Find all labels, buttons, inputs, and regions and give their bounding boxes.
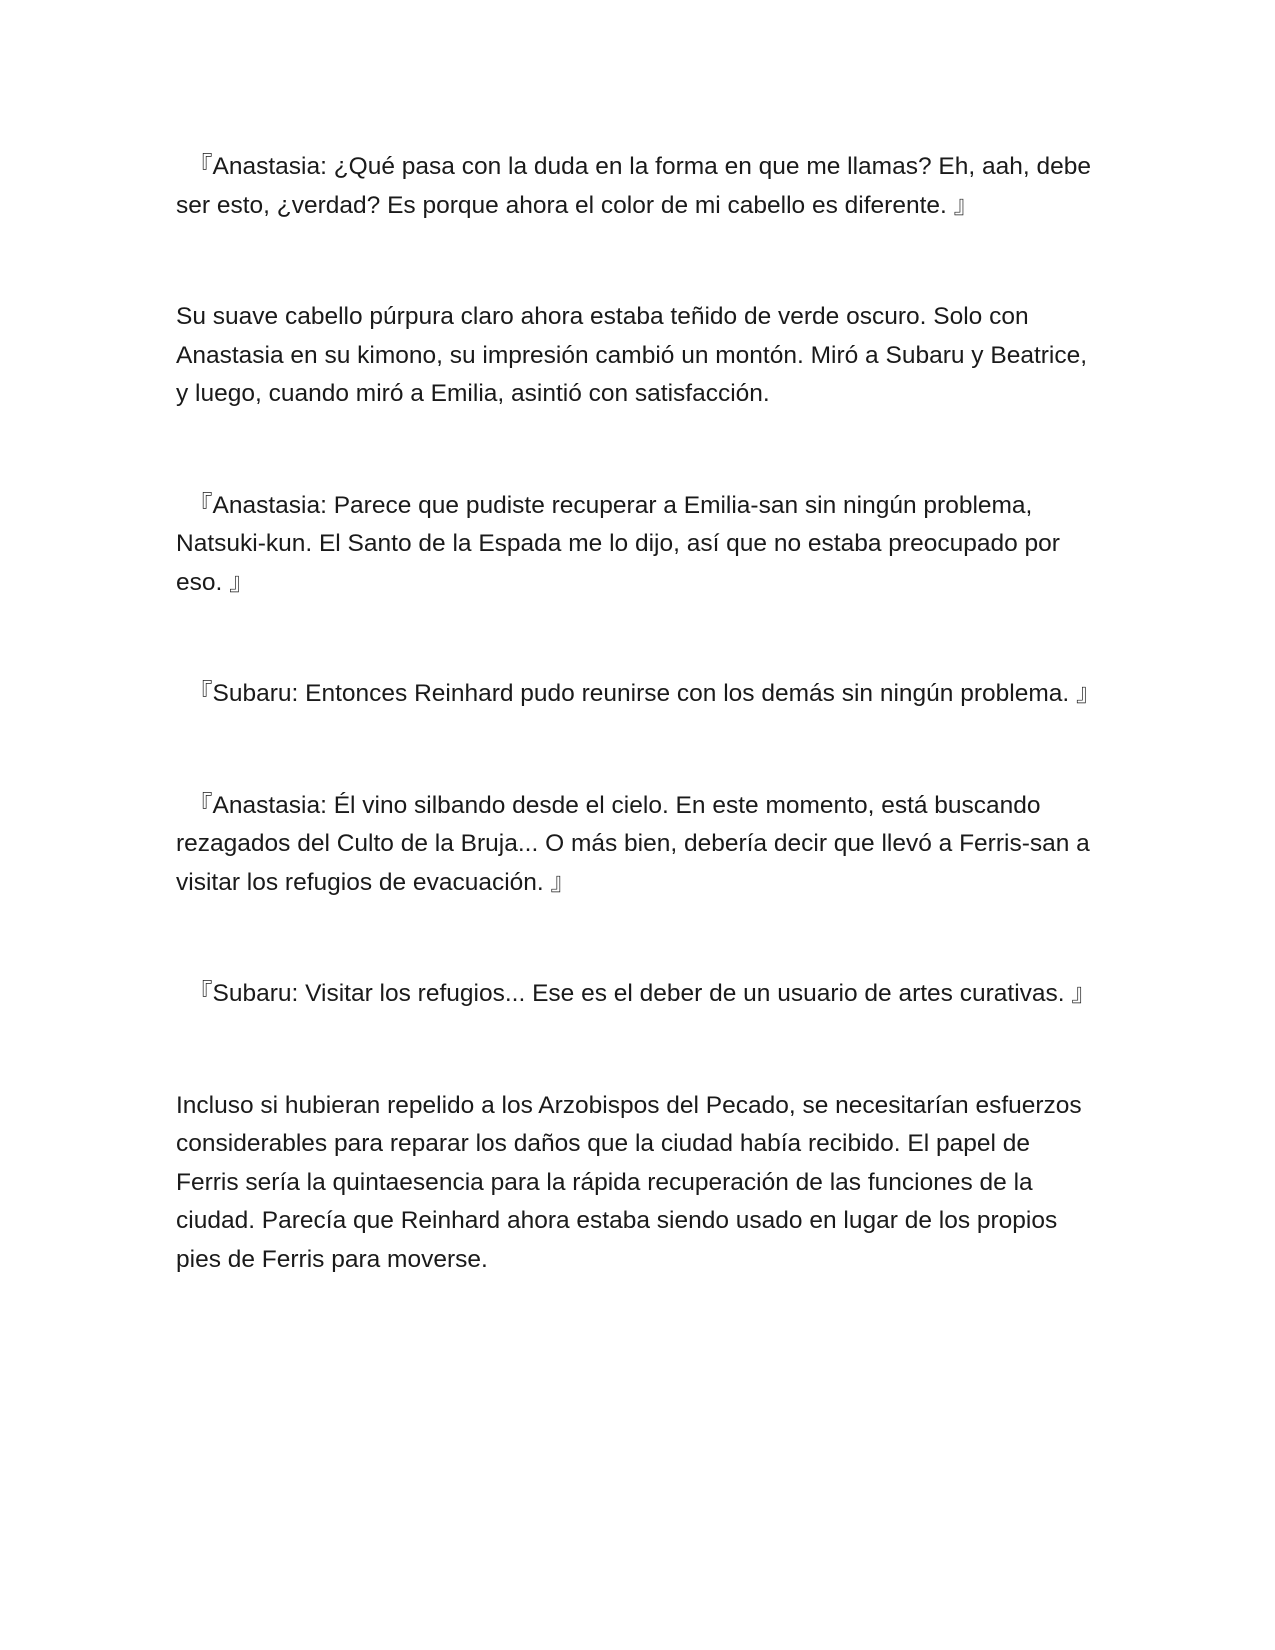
paragraph-dialogue-subaru-1: 『Subaru: Entonces Reinhard pudo reunirse con los demás sin ningún problema. 』	[188, 680, 1101, 707]
paragraph-dialogue-anastasia-2: 『Anastasia: Parece que pudiste recuperar a Emilia-san sin ningún problema, Natsuki-kun. El Santo de la Espada me lo dijo, así que no estaba preocupado por eso. 』	[176, 491, 1060, 596]
paragraph-dialogue-anastasia-1: 『Anastasia: ¿Qué pasa con la duda en la forma en que me llamas? Eh, aah, debe ser esto, ¿verdad? Es porque ahora el color de mi cabello es diferente. 』	[176, 153, 1091, 219]
paragraph-dialogue-anastasia-3: 『Anastasia: Él vino silbando desde el cielo. En este momento, está buscando rezagados del Culto de la Bruja... O más bien, debería decir que llevó a Ferris-san a visitar los refugios de evacuación. 』	[176, 791, 1090, 896]
paragraph-narration-2: Incluso si hubieran repelido a los Arzobispos del Pecado, se necesitarían esfuerzos considerables para reparar los daños que la ciudad había recibido. El papel de Ferris sería la quintaesencia para la rápida recuperación de las funciones de la ciudad. Parecía que Reinhard ahora estaba siendo usado en lugar de los propios pies de Ferris para moverse.	[176, 1091, 1082, 1273]
paragraph-narration-1: Su suave cabello púrpura claro ahora estaba teñido de verde oscuro. Solo con Anastasia en su kimono, su impresión cambió un montón. Miró a Subaru y Beatrice, y luego, cuando miró a Emilia, asintió con satisfacción.	[176, 303, 1088, 407]
paragraph-dialogue-subaru-2: 『Subaru: Visitar los refugios... Ese es el deber de un usuario de artes curativas. 』	[188, 980, 1096, 1007]
document-body	[176, 148, 1101, 1352]
